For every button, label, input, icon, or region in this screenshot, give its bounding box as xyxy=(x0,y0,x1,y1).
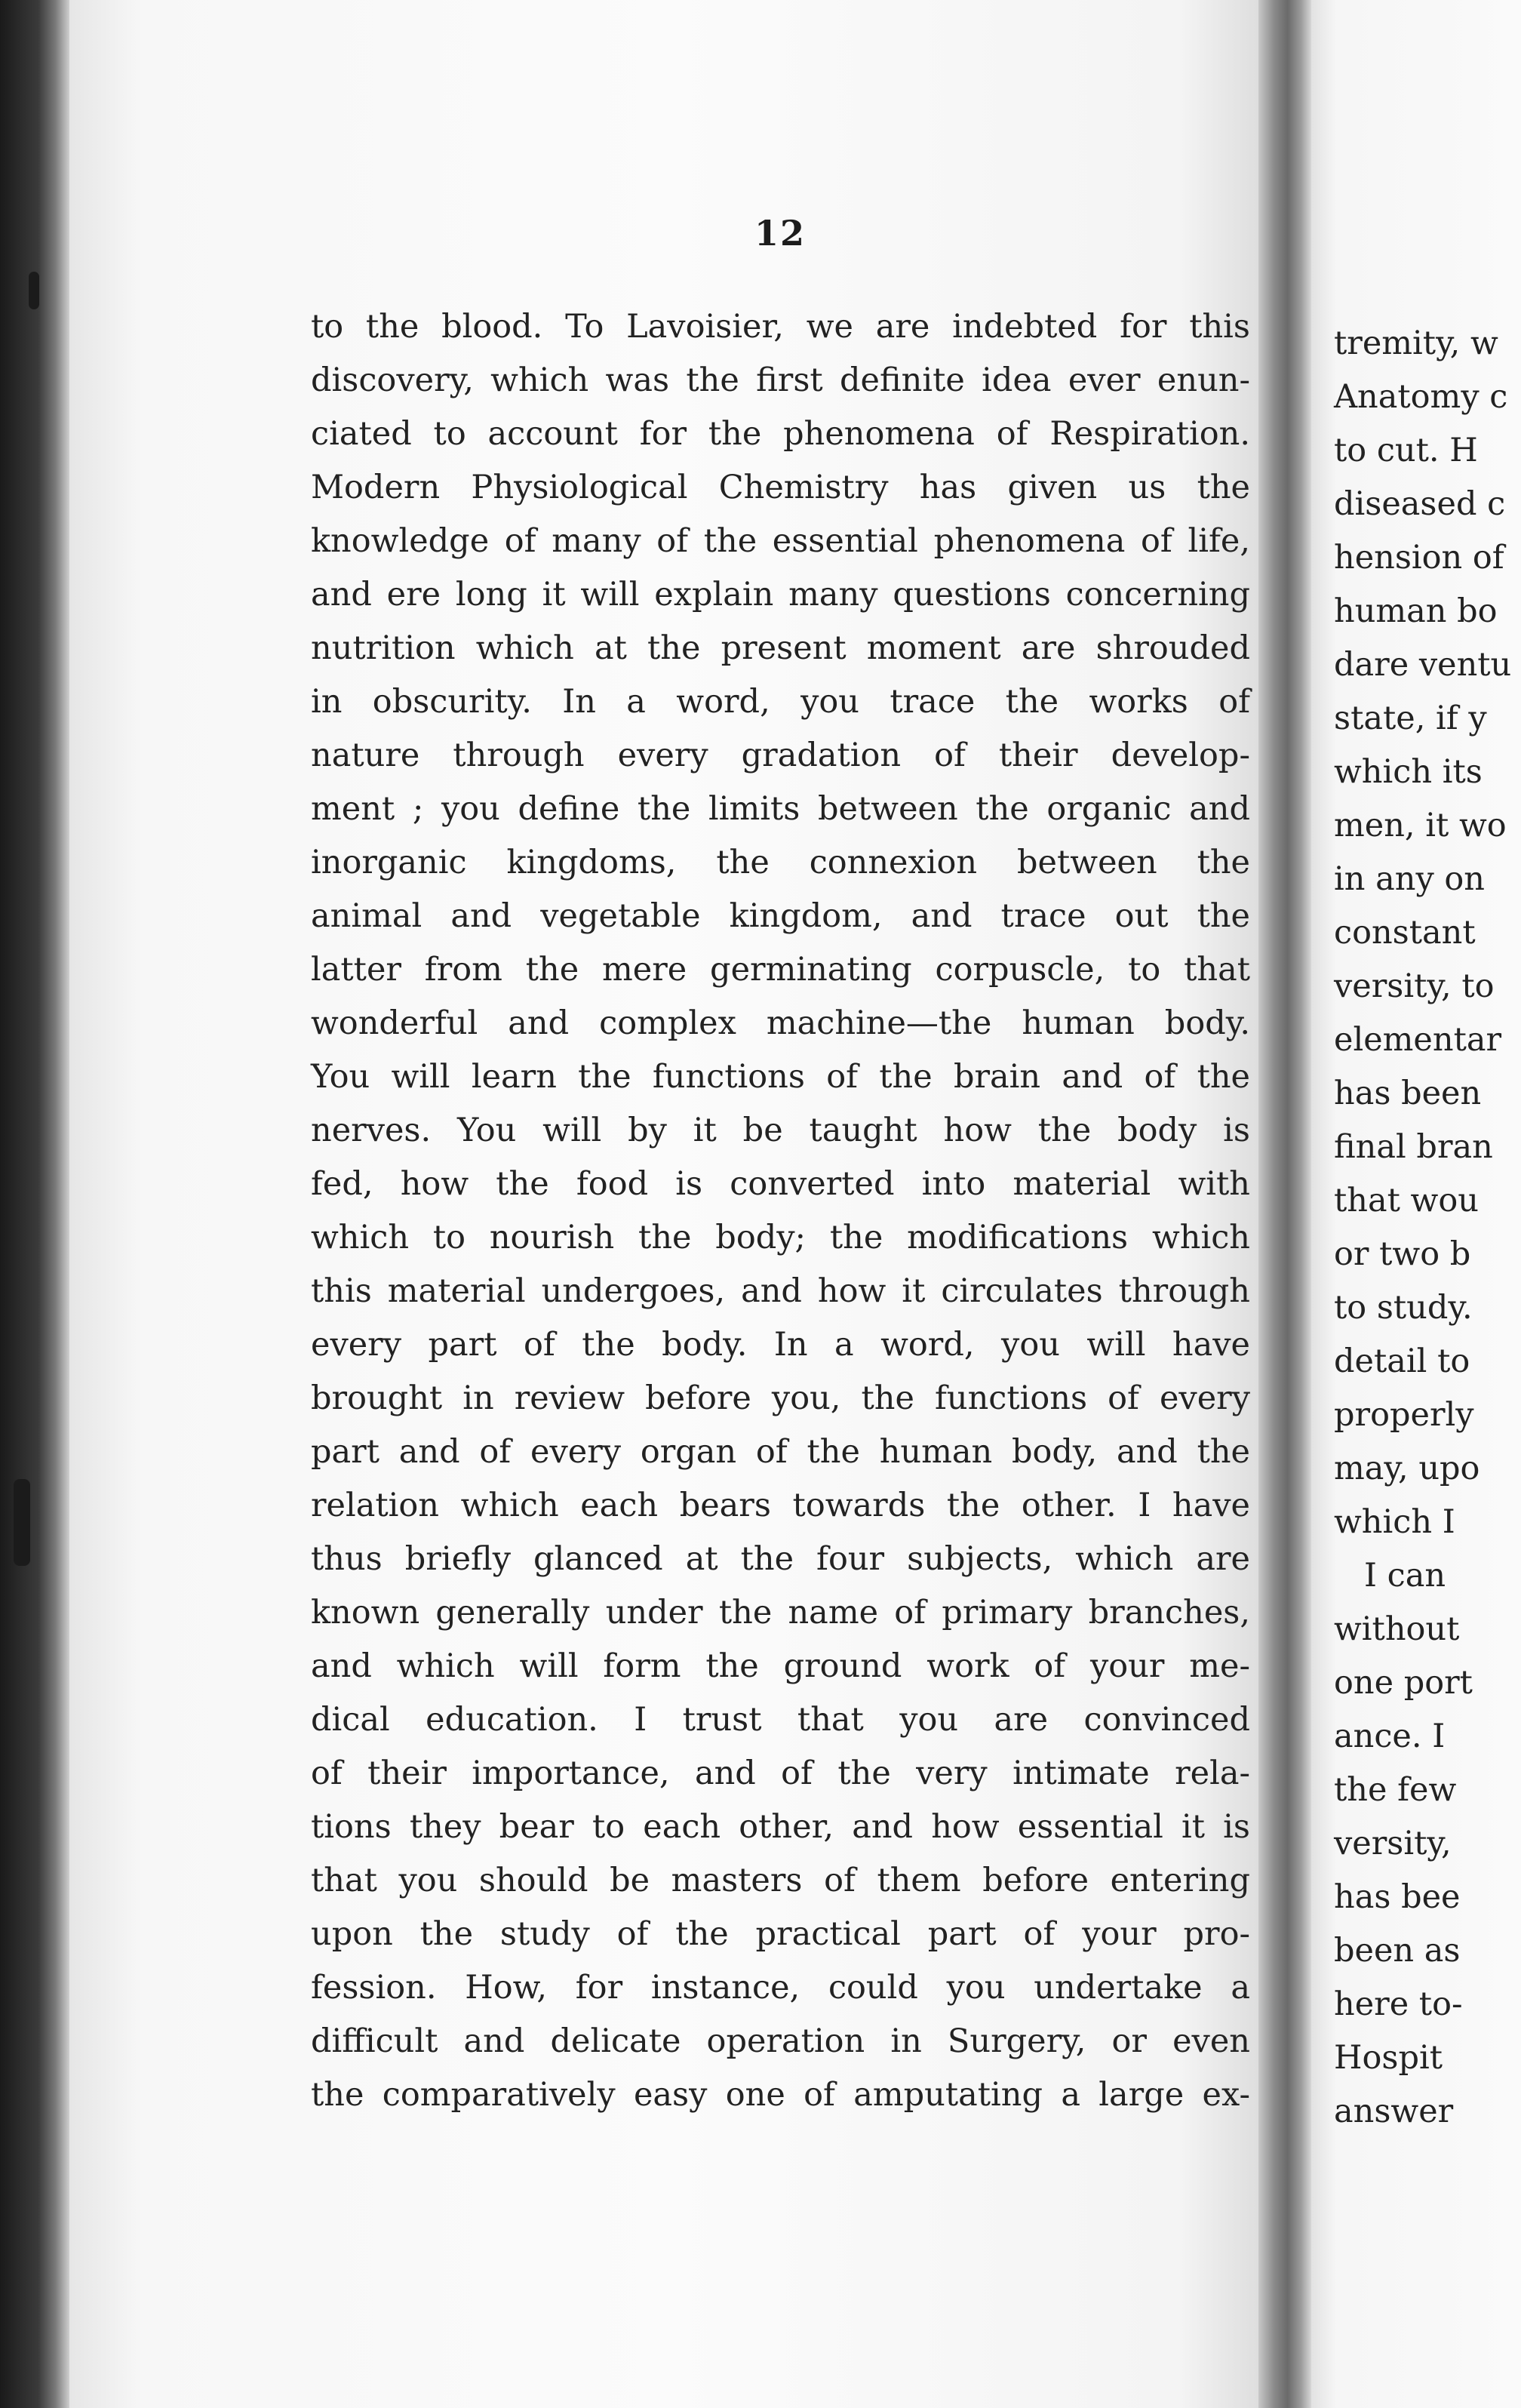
text-line: the comparatively easy one of amputating a large ex- xyxy=(311,2076,1250,2114)
text-line: has been xyxy=(1334,1075,1482,1112)
text-line: tions they bear to each other, and how essential it is xyxy=(311,1808,1250,1846)
text-line: that wou xyxy=(1334,1182,1479,1219)
text-line: to the blood. To Lavoisier, we are indebted for this xyxy=(311,308,1250,346)
text-line: knowledge of many of the essential phenomena of life, xyxy=(311,522,1250,560)
text-line: which I xyxy=(1334,1503,1455,1541)
right-page-text xyxy=(1334,317,1521,2139)
text-line: detail to xyxy=(1334,1342,1470,1380)
text-line: nature through every gradation of their develop- xyxy=(311,737,1250,774)
text-line: tremity, w xyxy=(1334,324,1498,362)
text-line: state, if y xyxy=(1334,700,1487,737)
text-line: nerves. You will by it be taught how the body is xyxy=(311,1112,1250,1149)
text-line: Modern Physiological Chemistry has given us the xyxy=(311,469,1250,506)
text-line: nutrition which at the present moment are shrouded xyxy=(311,629,1250,667)
text-line: dical education. I trust that you are convinced xyxy=(311,1701,1250,1739)
text-line: which its xyxy=(1334,753,1483,791)
text-line: elementar xyxy=(1334,1021,1502,1059)
text-line: properly xyxy=(1334,1396,1474,1434)
text-line: latter from the mere germinating corpuscle, to that xyxy=(311,951,1250,989)
scan-border-left xyxy=(0,0,69,2408)
text-line: or two b xyxy=(1334,1235,1471,1273)
text-line: and ere long it will explain many questions concerning xyxy=(311,576,1250,614)
text-line: difficult and delicate operation in Surgery, or even xyxy=(311,2022,1250,2060)
text-line: part and of every organ of the human body, and the xyxy=(311,1433,1250,1471)
text-line: ment ; you define the limits between the organic and xyxy=(311,790,1250,828)
text-line: known generally under the name of primary branches, xyxy=(311,1594,1250,1631)
text-line: hension of xyxy=(1334,539,1504,577)
text-line: discovery, which was the first definite idea ever enun- xyxy=(311,361,1250,399)
text-line: I can xyxy=(1364,1557,1446,1595)
text-line: to cut. H xyxy=(1334,432,1478,469)
text-line: final bran xyxy=(1334,1128,1493,1166)
text-line: You will learn the functions of the brain and of the xyxy=(311,1058,1250,1096)
text-line: thus briefly glanced at the four subjects, which are xyxy=(311,1540,1250,1578)
text-line: Anatomy c xyxy=(1334,378,1508,416)
text-line: to study. xyxy=(1334,1289,1473,1327)
text-line: has bee xyxy=(1334,1878,1461,1916)
text-line: men, it wo xyxy=(1334,807,1507,844)
text-line: human bo xyxy=(1334,592,1498,630)
text-line: been as xyxy=(1334,1932,1461,1970)
text-line: relation which each bears towards the other. I have xyxy=(311,1487,1250,1524)
text-line: diseased c xyxy=(1334,485,1506,523)
text-line: animal and vegetable kingdom, and trace out the xyxy=(311,897,1250,935)
text-line: fession. How, for instance, could you undertake a xyxy=(311,1969,1250,2007)
text-line: versity, to xyxy=(1334,967,1495,1005)
text-line: may, upo xyxy=(1334,1450,1480,1487)
text-line: ance. I xyxy=(1334,1718,1446,1755)
text-line: Hospit xyxy=(1334,2039,1443,2077)
text-line: this material undergoes, and how it circulates through xyxy=(311,1272,1250,1310)
page-number: 12 xyxy=(754,213,807,254)
text-line: every part of the body. In a word, you will have xyxy=(311,1326,1250,1364)
text-line: which to nourish the body; the modifications which xyxy=(311,1219,1250,1256)
text-line: upon the study of the practical part of your pro- xyxy=(311,1915,1250,1953)
text-line: the few xyxy=(1334,1771,1457,1809)
text-line: that you should be masters of them before entering xyxy=(311,1862,1250,1899)
text-line: here to- xyxy=(1334,1985,1463,2023)
text-line: one port xyxy=(1334,1664,1473,1702)
text-line: brought in review before you, the functions of every xyxy=(311,1379,1250,1417)
text-line: of their importance, and of the very intimate rela- xyxy=(311,1754,1250,1792)
text-line: inorganic kingdoms, the connexion between the xyxy=(311,844,1250,881)
text-line: versity, xyxy=(1334,1825,1452,1862)
text-line: without xyxy=(1334,1610,1460,1648)
left-page-text xyxy=(311,300,1250,2122)
right-page xyxy=(1311,0,1521,2408)
text-line: wonderful and complex machine—the human body. xyxy=(311,1004,1250,1042)
text-line: ciated to account for the phenomena of Respiration. xyxy=(311,415,1250,453)
binding-mark-bottom xyxy=(14,1479,30,1566)
text-line: in obscurity. In a word, you trace the works of xyxy=(311,683,1250,721)
text-line: answer xyxy=(1334,2093,1454,2130)
text-line: and which will form the ground work of your me- xyxy=(311,1647,1250,1685)
binding-mark-top xyxy=(29,272,39,309)
text-line: fed, how the food is converted into material with xyxy=(311,1165,1250,1203)
text-line: in any on xyxy=(1334,860,1485,898)
book-gutter xyxy=(1258,0,1311,2408)
text-line: dare ventu xyxy=(1334,646,1512,684)
text-line: constant xyxy=(1334,914,1476,952)
